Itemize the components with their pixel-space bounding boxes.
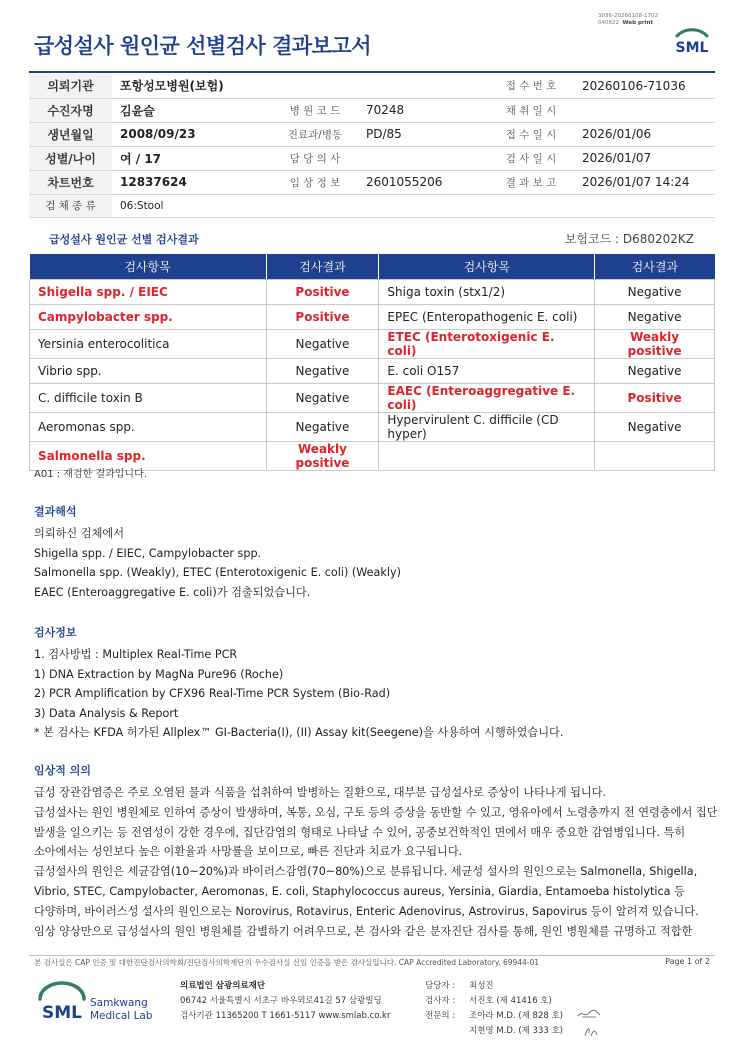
test-result: Positive — [266, 304, 379, 329]
field-label: 채 취 일 시 — [488, 98, 574, 122]
staff-label — [425, 1024, 469, 1039]
field-label: 진료과/병동 — [272, 122, 358, 146]
text-line: * 본 검사는 KFDA 허가된 Allplex™ GI-Bacteria(I), (II) Assay kit(Seegene)을 사용하여 시행하였습니다. — [34, 726, 564, 740]
staff-row — [425, 1024, 563, 1039]
field-label: 접 수 일 시 — [488, 122, 574, 146]
samkwang-logo-mark: SML — [42, 1003, 82, 1023]
test-item: Campylobacter spp. — [30, 304, 267, 329]
result-row — [30, 383, 715, 412]
report-code-line1: 3036-20260108-1702 — [598, 13, 658, 19]
result-row — [30, 304, 715, 329]
result-row — [30, 329, 715, 358]
staff-value: 조아라 M.D. (제 828 호) — [469, 1011, 564, 1021]
interpretation-title: 결과해석 — [34, 505, 77, 518]
results-header-row — [30, 254, 715, 279]
field-label: 생년월일 — [29, 122, 112, 146]
test-info-section — [34, 624, 716, 743]
specimen-row — [29, 194, 715, 217]
field-label: 담 당 의 사 — [272, 146, 358, 170]
field-value: 12837624 — [112, 170, 272, 194]
signature-1 — [576, 1008, 602, 1020]
test-result: Weakly positive — [266, 441, 379, 470]
test-result: Negative — [595, 279, 715, 304]
field-label: 수진자명 — [29, 98, 112, 122]
clinical-title: 임상적 의의 — [34, 764, 91, 777]
test-result: Negative — [595, 358, 715, 383]
text-line: Vibrio, STEC, Campylobacter, Aeromonas, E. coli, Staphylococcus aureus, Yersinia, Giardia, Entamoeba histolytica 등 — [34, 884, 685, 898]
text-line: EAEC (Enteroaggregative E. coli)가 검출되었습니다. — [34, 585, 311, 599]
text-line: 의뢰하신 검체에서 — [34, 527, 125, 540]
test-result: Negative — [266, 358, 379, 383]
test-item: Shigella spp. / EIEC — [30, 279, 267, 304]
specimen-value: 06:Stool — [112, 194, 715, 217]
clinical-section — [34, 762, 716, 941]
test-item: Shiga toxin (stx1/2) — [379, 279, 595, 304]
samkwang-logo-line2: Medical Lab — [90, 1010, 153, 1022]
patient-info-row — [29, 146, 715, 170]
patient-info-row — [29, 98, 715, 122]
header-test-item-left: 검사항목 — [30, 254, 267, 279]
header-test-result-right: 검사결과 — [595, 254, 715, 279]
insurance-code: 보험코드 : D680202KZ — [564, 232, 694, 246]
text-line: 다양하며, 바이러스성 설사의 원인으로는 Norovirus, Rotavirus, Enteric Adenovirus, Astrovirus, Sapovirus 등이 알려져 있습니다. — [34, 904, 699, 918]
test-item — [379, 441, 595, 470]
results-section-title: 급성설사 원인균 선별 검사결과 — [49, 233, 199, 246]
test-result — [595, 441, 715, 470]
test-item: EAEC (Enteroaggregative E. coli) — [379, 383, 595, 412]
test-item: C. difficile toxin B — [30, 383, 267, 412]
result-row — [30, 358, 715, 383]
test-item: ETEC (Enterotoxigenic E. coli) — [379, 329, 595, 358]
test-item: Yersinia enterocolitica — [30, 329, 267, 358]
staff-label: 전문의 : — [425, 1011, 456, 1021]
retest-note: A01 : 재검한 결과입니다. — [34, 469, 147, 480]
test-result: Positive — [266, 279, 379, 304]
field-value: 2008/09/23 — [112, 122, 272, 146]
field-value: 여 / 17 — [112, 146, 272, 170]
staff-value: 서진호 (제 41416 호) — [469, 996, 552, 1006]
test-result: Negative — [266, 329, 379, 358]
test-result: Negative — [595, 304, 715, 329]
test-info-title: 검사정보 — [34, 626, 77, 639]
test-item: Hypervirulent C. difficile (CD hyper) — [379, 412, 595, 441]
field-label: 차트번호 — [29, 170, 112, 194]
test-result: Negative — [266, 383, 379, 412]
samkwang-logo — [37, 985, 153, 1023]
text-line: 급성 장관감염증은 주로 오염된 물과 식품을 섭취하여 발병하는 질환으로, 대부분 급성설사로 증상이 나타나게 됩니다. — [34, 786, 607, 799]
corporation-info — [180, 979, 390, 1024]
field-value: 2026/01/07 14:24 — [574, 170, 715, 194]
test-item: E. coli O157 — [379, 358, 595, 383]
text-line: 소아에서는 성인보다 높은 이환율과 사망률을 보이므로, 빠른 진단과 치료가 요구됩니다. — [34, 845, 463, 859]
staff-row — [425, 979, 563, 994]
staff-value: 지현영 M.D. (제 333 호) — [469, 1026, 564, 1036]
test-result: Negative — [266, 412, 379, 441]
sml-logo — [670, 24, 714, 62]
field-value — [358, 146, 488, 170]
staff-label: 담당자 : — [425, 981, 456, 991]
field-label: 검 사 일 시 — [488, 146, 574, 170]
field-value: 김윤슬 — [112, 98, 272, 122]
staff-row — [425, 994, 563, 1009]
page-number: Page 1 of 2 — [665, 957, 710, 966]
test-result: Positive — [595, 383, 715, 412]
footer-divider — [29, 955, 715, 956]
field-label: 병 원 코 드 — [272, 98, 358, 122]
field-label: 성별/나이 — [29, 146, 112, 170]
field-label: 의뢰기관 — [29, 74, 112, 98]
results-table — [29, 254, 715, 471]
report-code-line2: 040822 — [598, 20, 620, 26]
text-line: 1) DNA Extraction by MagNa Pure96 (Roche) — [34, 667, 284, 681]
corporation-name: 의료법인 삼광의료재단 — [180, 981, 266, 991]
header-test-result-left: 검사결과 — [266, 254, 379, 279]
patient-info-row — [29, 170, 715, 194]
accreditation-text: 본 검사실은 CAP 인증 및 대한진단검사의학회/진단검사의학재단의 우수검사실 신임 인증을 받은 검사실입니다. CAP Accredited Laboratory. 69944-01 — [34, 958, 540, 967]
field-label: 임 상 정 보 — [272, 170, 358, 194]
text-line: 임상 양상만으로 급성설사의 원인 병원체를 감별하기 어려우므로, 본 검사와 같은 분자진단 검사를 통해, 원인 병원체를 규명하고 적합한 — [34, 924, 693, 938]
test-item: Salmonella spp. — [30, 441, 267, 470]
report-code — [598, 13, 658, 27]
field-value: 2601055206 — [358, 170, 488, 194]
text-line: 3) Data Analysis & Report — [34, 706, 179, 720]
result-row — [30, 412, 715, 441]
text-line: Shigella spp. / EIEC, Campylobacter spp. — [34, 546, 262, 560]
samkwang-logo-line1: Samkwang — [90, 997, 148, 1009]
text-line: 2) PCR Amplification by CFX96 Real-Time PCR System (Bio-Rad) — [34, 687, 391, 701]
test-result: Weakly positive — [595, 329, 715, 358]
field-value: PD/85 — [358, 122, 488, 146]
field-value: 20260106-71036 — [574, 74, 715, 98]
staff-value: 최성진 — [469, 981, 494, 991]
web-print-label: Web print — [622, 20, 654, 26]
corporation-address: 06742 서울특별시 서초구 바우뫼로41길 57 삼광빌딩 — [180, 996, 382, 1006]
interpretation-section — [34, 503, 716, 602]
patient-info-row — [29, 74, 715, 98]
header-test-item-right: 검사항목 — [379, 254, 595, 279]
staff-info — [425, 979, 563, 1039]
corporation-contact: 검사기관 11365200 T 1661-5117 www.smlab.co.kr — [180, 1011, 391, 1021]
result-row — [30, 279, 715, 304]
test-item: Vibrio spp. — [30, 358, 267, 383]
specimen-label: 검 체 종 류 — [29, 194, 112, 217]
patient-info-row — [29, 122, 715, 146]
header-divider — [29, 71, 715, 73]
test-item: Aeromonas spp. — [30, 412, 267, 441]
staff-label: 검사자 : — [425, 996, 456, 1006]
patient-info-table — [29, 74, 715, 218]
text-line: 급성설사의 원인은 세균감염(10~20%)과 바이러스감염(70~80%)으로 분류됩니다. 세균성 설사의 원인으로는 Salmonella, Shigella, — [34, 865, 698, 879]
test-item: EPEC (Enteropathogenic E. coli) — [379, 304, 595, 329]
staff-row — [425, 1009, 563, 1024]
text-line: 급성설사는 원인 병원체로 인하여 증상이 발생하며, 복통, 오심, 구토 등의 증상을 동반할 수 있고, 영유아에서 노령층까지 전 연령층에서 집단 — [34, 805, 718, 819]
text-line: 발생을 일으키는 등 전염성이 강한 경우에, 집단감염의 형태로 나타날 수 있어, 공중보건학적인 면에서 매우 중요한 감염병입니다. 특히 — [34, 825, 686, 839]
field-value: 포항성모병원(보험) — [112, 74, 488, 98]
field-value: 2026/01/06 — [574, 122, 715, 146]
signature-2 — [582, 1024, 600, 1038]
field-value: 70248 — [358, 98, 488, 122]
field-label: 접 수 번 호 — [488, 74, 574, 98]
field-value — [574, 98, 715, 122]
page-title: 급성설사 원인균 선별검사 결과보고서 — [34, 34, 372, 58]
test-result: Negative — [595, 412, 715, 441]
text-line: 1. 검사방법 : Multiplex Real-Time PCR — [34, 648, 238, 661]
sml-logo-text: SML — [675, 40, 709, 56]
field-label: 결 과 보 고 — [488, 170, 574, 194]
field-value: 2026/01/07 — [574, 146, 715, 170]
text-line: Salmonella spp. (Weakly), ETEC (Enterotoxigenic E. coli) (Weakly) — [34, 566, 401, 580]
